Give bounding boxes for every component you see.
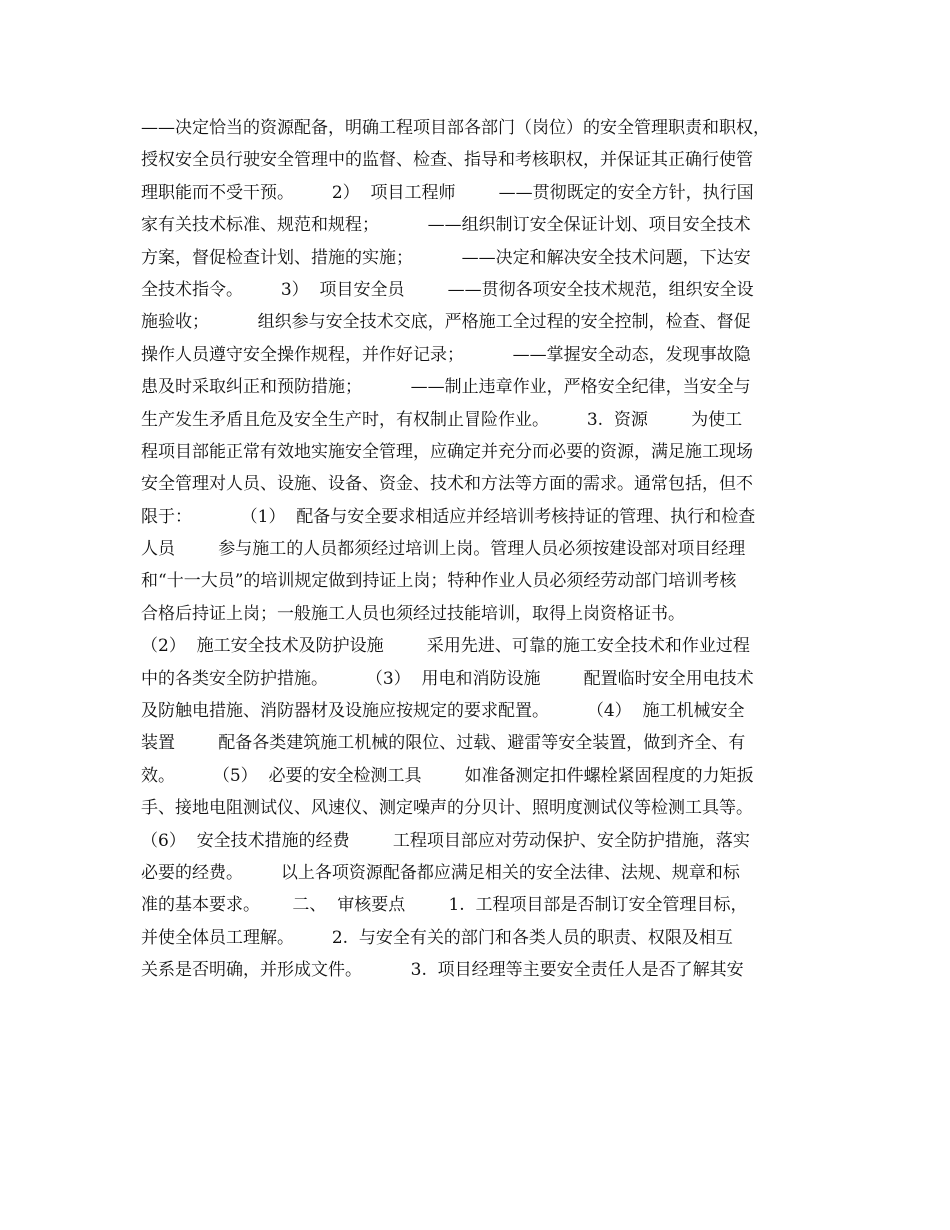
text-line: 装置 配备各类建筑施工机械的限位、过载、避雷等安全装置，做到齐全、有 (141, 733, 746, 754)
text-line: 施验收； 组织参与安全技术交底，严格施工全过程的安全控制，检查、督促 (141, 312, 751, 333)
text-line: （6） 安全技术措施的经费 工程项目部应对劳动保护、安全防护措施，落实 (141, 830, 750, 851)
text-line: （2） 施工安全技术及防护设施 采用先进、可靠的施工安全技术和作业过程 (141, 636, 750, 657)
text-line: 安全管理对人员、设施、设备、资金、技术和方法等方面的需求。通常包括，但不 (141, 474, 753, 495)
text-line: 关系是否明确，并形成文件。 3. 项目经理等主要安全责任人是否了解其安 (141, 960, 744, 981)
text-line: 及防触电措施、消防器材及设施应按规定的要求配置。 （4） 施工机械安全 (141, 701, 745, 722)
text-line: 患及时采取纠正和预防措施； ——制止违章作业，严格安全纪律，当安全与 (141, 377, 751, 398)
text-line: 必要的经费。 以上各项资源配备都应满足相关的安全法律、法规、规章和标 (141, 862, 740, 883)
text-line: 人员 参与施工的人员都须经过培训上岗。管理人员必须按建设部对项目经理 (141, 539, 746, 560)
text-line: 生产发生矛盾且危及安全生产时，有权制止冒险作业。 3. 资源 为使工 (141, 409, 743, 430)
text-line: ——决定恰当的资源配备，明确工程项目部各部门（岗位）的安全管理职责和职权， (141, 118, 770, 138)
text-line: 授权安全员行驶安全管理中的监督、检查、指导和考核职权，并保证其正确行使管 (141, 150, 753, 171)
text-line: 限于： （1） 配备与安全要求相适应并经培训考核持证的管理、执行和检查 (141, 506, 756, 527)
text-line: 方案，督促检查计划、措施的实施； ——决定和解决安全技术问题，下达安 (141, 247, 751, 268)
text-line: 手、接地电阻测试仪、风速仪、测定噪声的分贝计、照明度测试仪等检测工具等。 (141, 798, 753, 819)
text-line: 效。 （5） 必要的安全检测工具 如准备测定扣件螺栓紧固程度的力矩扳 (141, 765, 754, 786)
text-line: 操作人员遵守安全操作规程，并作好记录； ——掌握安全动态，发现事故隐 (141, 344, 751, 365)
text-line: 全技术指令。 3） 项目安全员 ——贯彻各项安全技术规范，组织安全设 (141, 279, 754, 300)
text-line: 家有关技术标准、规范和规程； ——组织制订安全保证计划、项目安全技术 (141, 215, 751, 236)
document-body-text (141, 112, 821, 987)
text-line: 准的基本要求。 二、 审核要点 1. 工程项目部是否制订安全管理目标， (141, 895, 748, 916)
text-line: 和“十一大员”的培训规定做到持证上岗；特种作业人员必须经劳动部门培训考核 (141, 571, 737, 592)
text-line: 合格后持证上岗；一般施工人员也须经过技能培训，取得上岗资格证书。 (141, 603, 685, 624)
text-line: 理职能而不受干预。 2） 项目工程师 ——贯彻既定的安全方针，执行国 (141, 182, 754, 203)
text-line: 并使全体员工理解。 2. 与安全有关的部门和各类人员的职责、权限及相互 (141, 927, 733, 948)
text-line: 程项目部能正常有效地实施安全管理，应确定并充分而必要的资源，满足施工现场 (141, 441, 753, 462)
text-line: 中的各类安全防护措施。 （3） 用电和消防设施 配置临时安全用电技术 (141, 668, 754, 689)
